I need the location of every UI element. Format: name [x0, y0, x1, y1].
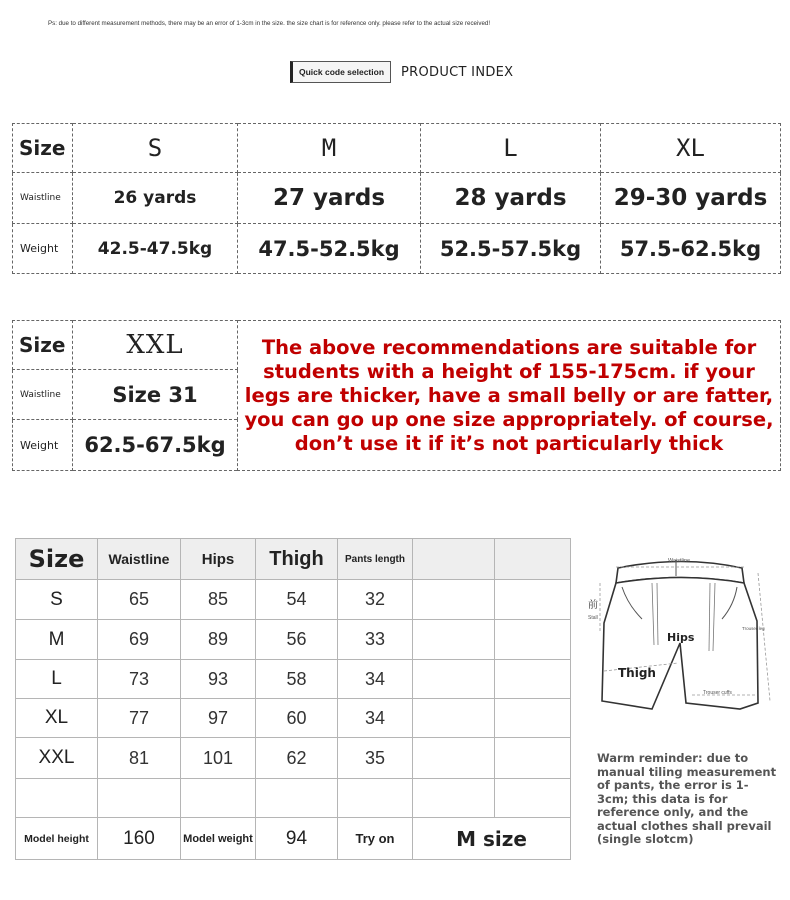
size-recommendation-table	[12, 123, 781, 274]
empty-cell	[413, 660, 495, 699]
size-cell: L	[421, 124, 601, 173]
waistline-cell: 69	[98, 620, 181, 660]
empty-cell	[413, 580, 495, 620]
diagram-label-hips: Hips	[667, 631, 695, 644]
weight-cell: 52.5-57.5kg	[421, 224, 601, 274]
waistline-cell: 29-30 yards	[601, 173, 781, 224]
waistline-cell: 28 yards	[421, 173, 601, 224]
row-label-weight: Weight	[13, 420, 73, 471]
size-cell: M	[16, 620, 98, 660]
size-cell: XXL	[73, 321, 238, 370]
row-label-weight: Weight	[13, 224, 73, 274]
empty-cell	[181, 779, 256, 818]
pants-length-cell: 34	[338, 699, 413, 738]
empty-cell	[495, 620, 571, 660]
hips-cell: 93	[181, 660, 256, 699]
thigh-cell: 56	[256, 620, 338, 660]
model-weight-value: 94	[256, 818, 338, 860]
waistline-cell: Size 31	[73, 370, 238, 420]
header-pants-length: Pants length	[338, 539, 413, 580]
diagram-label-stall: Stall	[588, 615, 598, 621]
thigh-cell: 54	[256, 580, 338, 620]
disclaimer-note: Ps: due to different measurement methods, there may be an error of 1-3cm in the size. the size chart is for reference only. please refer to the actual size received!	[48, 20, 491, 27]
hips-cell: 85	[181, 580, 256, 620]
diagram-label-waistline: Waistline	[668, 558, 691, 564]
model-height-label: Model height	[16, 818, 98, 860]
empty-cell	[495, 699, 571, 738]
size-cell: XL	[16, 699, 98, 738]
diagram-label-trouser-leg: Trouser leg	[742, 626, 765, 631]
hips-cell: 89	[181, 620, 256, 660]
warm-reminder-text: Warm reminder: due to manual tiling measurement of pants, the error is 1-3cm; this data is for reference only, and the actual clothes shall prevail (single slotcm)	[597, 751, 777, 846]
weight-cell: 62.5-67.5kg	[73, 420, 238, 471]
empty-cell	[495, 738, 571, 779]
table-row	[13, 173, 781, 224]
pants-length-cell: 32	[338, 580, 413, 620]
size-cell: L	[16, 660, 98, 699]
size-cell: XL	[601, 124, 781, 173]
waistline-cell: 81	[98, 738, 181, 779]
empty-cell	[98, 779, 181, 818]
xxl-recommendation-table	[12, 320, 781, 471]
waistline-cell: 26 yards	[73, 173, 238, 224]
table-row	[16, 660, 571, 699]
table-row	[13, 124, 781, 173]
empty-cell	[413, 539, 495, 580]
pants-length-cell: 34	[338, 660, 413, 699]
shorts-measurement-diagram	[582, 553, 782, 723]
empty-cell	[413, 620, 495, 660]
weight-cell: 57.5-62.5kg	[601, 224, 781, 274]
thigh-cell: 58	[256, 660, 338, 699]
empty-cell	[495, 539, 571, 580]
thigh-cell: 60	[256, 699, 338, 738]
size-cell: XXL	[16, 738, 98, 779]
row-label-size: Size	[13, 321, 73, 370]
try-on-value: M size	[413, 818, 571, 860]
empty-cell	[413, 779, 495, 818]
row-label-waistline: Waistline	[13, 173, 73, 224]
table-row	[13, 321, 781, 370]
model-weight-label: Model weight	[181, 818, 256, 860]
empty-cell	[256, 779, 338, 818]
table-row	[16, 738, 571, 779]
hips-cell: 101	[181, 738, 256, 779]
table-row	[16, 699, 571, 738]
diagram-label-thigh: Thigh	[618, 666, 656, 680]
header-hips: Hips	[181, 539, 256, 580]
table-row	[16, 620, 571, 660]
quick-code-selection-label: Quick code selection	[290, 61, 391, 83]
try-on-label: Try on	[338, 818, 413, 860]
weight-cell: 47.5-52.5kg	[238, 224, 421, 274]
waistline-cell: 27 yards	[238, 173, 421, 224]
hips-cell: 97	[181, 699, 256, 738]
empty-cell	[495, 660, 571, 699]
header-thigh: Thigh	[256, 539, 338, 580]
empty-cell	[495, 779, 571, 818]
empty-cell	[338, 779, 413, 818]
empty-cell	[413, 699, 495, 738]
measurement-table	[15, 538, 571, 860]
header-waistline: Waistline	[98, 539, 181, 580]
waistline-cell: 73	[98, 660, 181, 699]
table-header-row	[16, 539, 571, 580]
empty-cell	[16, 779, 98, 818]
model-height-value: 160	[98, 818, 181, 860]
pants-length-cell: 35	[338, 738, 413, 779]
waistline-cell: 65	[98, 580, 181, 620]
diagram-label-trouser-cuffs: Trouser cuffs	[703, 690, 732, 696]
table-row	[13, 224, 781, 274]
table-row	[16, 779, 571, 818]
size-cell: S	[73, 124, 238, 173]
header-size: Size	[16, 539, 98, 580]
row-label-waistline: Waistline	[13, 370, 73, 420]
weight-cell: 42.5-47.5kg	[73, 224, 238, 274]
table-row	[16, 580, 571, 620]
thigh-cell: 62	[256, 738, 338, 779]
empty-cell	[413, 738, 495, 779]
recommendation-text: The above recommendations are suitable for students with a height of 155-175cm. if your legs are thicker, have a small belly or are fatter, you can go up one size appropriately. of course, don’t use it if it’s not particularly thick	[238, 321, 781, 471]
size-cell: M	[238, 124, 421, 173]
size-cell: S	[16, 580, 98, 620]
waistline-cell: 77	[98, 699, 181, 738]
empty-cell	[495, 580, 571, 620]
diagram-label-stall-glyph: 前	[588, 600, 598, 611]
product-index-title: PRODUCT INDEX	[401, 65, 514, 80]
pants-length-cell: 33	[338, 620, 413, 660]
row-label-size: Size	[13, 124, 73, 173]
table-footer-row	[16, 818, 571, 860]
